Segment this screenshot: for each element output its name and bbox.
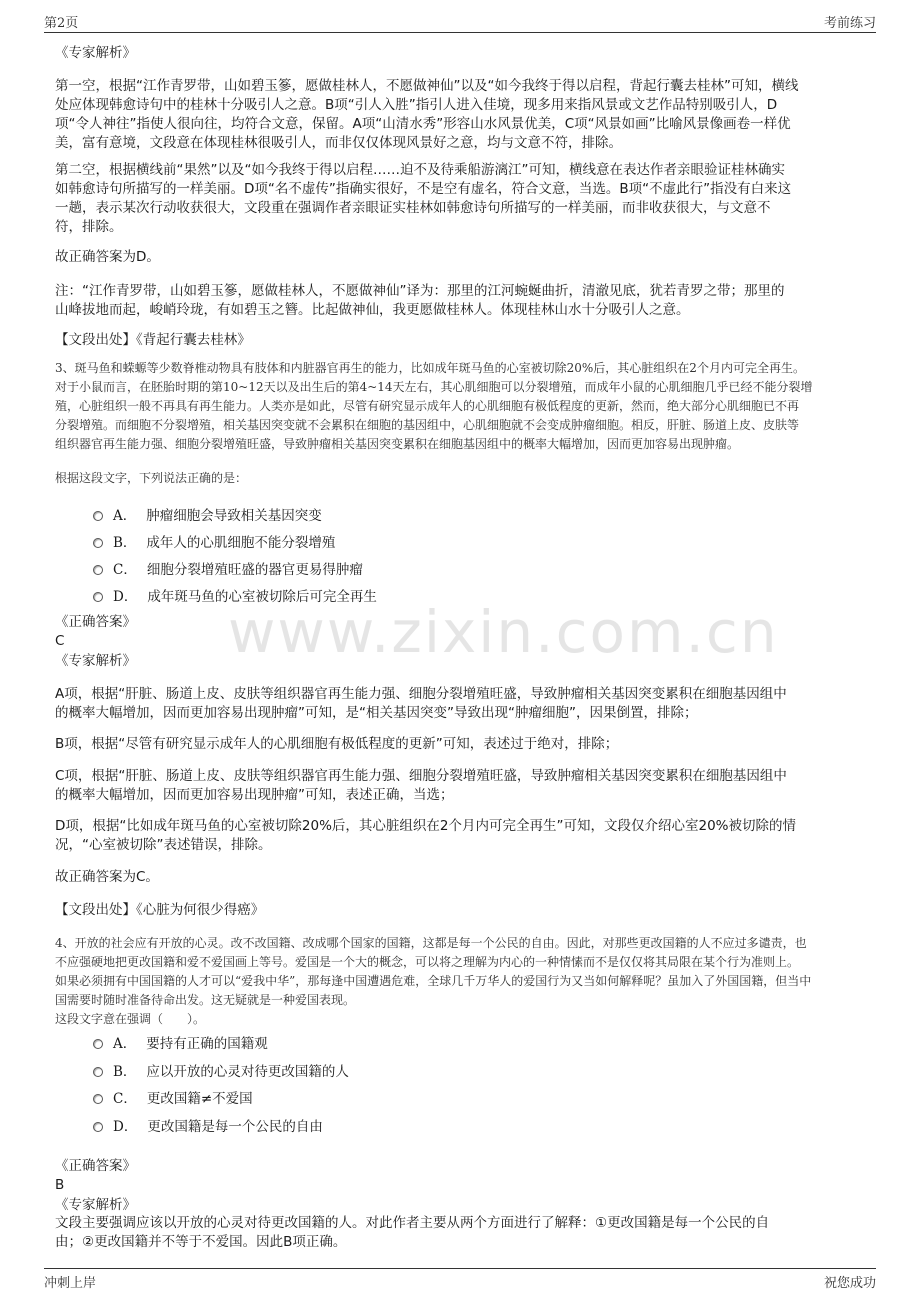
option-key: C． [113,562,137,578]
footer-rule [44,1268,876,1269]
q3-source: 【文段出处】《心脏为何很少得癌》 [55,902,265,918]
text-line: 美，富有意境，文段意在体现桂林很吸引人，而非仅仅体现风景好之意，均与文意不符，排除。 [55,135,622,151]
text-line: 组织器官再生能力强、细胞分裂增殖旺盛，导致肿瘤相关基因突变累积在细胞基因组中的概率大幅增加，因而更加容易出现肿瘤。 [55,437,740,451]
text-line: 符，排除。 [55,219,123,235]
text-line: 3、斑马鱼和蝾螈等少数脊椎动物具有肢体和内脏器官再生的能力，比如成年斑马鱼的心室被切除20%后，其心脏组织在2个月内可完全再生。 [55,361,805,375]
option-key: A． [113,1036,137,1052]
text-line: 国需要时随时准备待命出发。这无疑就是一种爱国表现。 [55,993,356,1007]
text-line: 4、开放的社会应有开放的心灵。改不改国籍、改成哪个国家的国籍，这都是每一个公民的自由。因此，对那些更改国籍的人不应过多谴责，也 [55,936,807,950]
text-line: 分裂增殖。而细胞不分裂增殖，相关基因突变就不会累积在细胞的基因组中，心肌细胞就不会变成肿瘤细胞。相反，肝脏、肠道上皮、皮肤等 [55,418,800,432]
radio-icon[interactable] [93,1067,103,1077]
radio-icon[interactable] [93,592,103,602]
q3-analysis-b: B项，根据“尽管有研究显示成年人的心肌细胞有极低程度的更新”可知，表述过于绝对，排除； [55,736,619,752]
text-line: 殖，心脏组织一般不再具有再生能力。人类亦是如此，尽管有研究显示成年人的心肌细胞有极低程度的更新，然而，绝大部分心肌细胞已不再 [55,399,800,413]
document-category: 考前练习 [823,16,876,31]
page-number: 第2页 [44,16,79,31]
text-line: 如果必须拥有中国国籍的人才可以“爱我中华”，那每逢中国遭遇危难，全球几千万华人的爱国行为又当如何解释呢？虽加入了外国国籍，但当中 [55,974,812,988]
q2-analysis-para-1 [55,77,867,153]
radio-icon[interactable] [93,565,103,575]
q3-analysis-label: 《专家解析》 [55,653,136,669]
q2-analysis-para-2 [55,161,867,237]
q2-analysis-label: 《专家解析》 [55,45,136,61]
q2-note [55,282,867,320]
footer-left-text: 冲刺上岸 [44,1276,97,1291]
q2-conclusion: 故正确答案为D。 [55,249,160,265]
text-line: 的概率大幅增加，因而更加容易出现肿瘤”可知，是“相关基因突变”导致出现“肿瘤细胞”，因果倒置，排除； [55,705,698,721]
option-key: D． [113,1119,138,1135]
q4-prompt: 这段文字意在强调（ ）。 [55,1012,206,1026]
text-line: 注：“江作青罗带，山如碧玉篸，愿做桂林人，不愿做神仙”译为：那里的江河蜿蜒曲折，清澈见底，犹若青罗之带；那里的 [55,283,785,299]
option-text: 成年斑马鱼的心室被切除后可完全再生 [147,589,377,605]
option-key: B． [113,1064,137,1080]
q4-answer: B [55,1177,65,1193]
q3-analysis-d [55,817,867,855]
radio-icon[interactable] [93,1039,103,1049]
watermark: www.zixin.com.cn [228,598,779,666]
q3-conclusion: 故正确答案为C。 [55,869,159,885]
q3-analysis-a [55,685,867,723]
text-line: C项，根据“肝脏、肠道上皮、皮肤等组织器官再生能力强、细胞分裂增殖旺盛，导致肿瘤相关基因突变累积在细胞基因组中 [55,768,787,784]
text-line: 一趟，表示某次行动收获很大，文段重在强调作者亲眼证实桂林如韩愈诗句所描写的一样美丽，而非收获很大，与文意不 [55,200,771,216]
text-line: 第二空，根据横线前“果然”以及“如今我终于得以启程……迫不及待乘船游漓江”可知，横线意在表达作者亲眼验证桂林确实 [55,162,785,178]
text-line: 项“令人神往”指使人很向往，均符合文意，保留。A项“山清水秀”形容山水风景优美，C项“风景如画”比喻风景像画卷一样优 [55,116,791,132]
radio-icon[interactable] [93,511,103,521]
option-key: C． [113,1091,137,1107]
text-line: 第一空，根据“江作青罗带，山如碧玉篸，愿做桂林人，不愿做神仙”以及“如今我终于得以启程，背起行囊去桂林”可知，横线 [55,78,799,94]
q3-answer: C [55,633,65,649]
option-key: B． [113,535,137,551]
option-text: 更改国籍≠不爱国 [146,1091,253,1107]
option-text: 细胞分裂增殖旺盛的器官更易得肿瘤 [146,562,363,578]
radio-icon[interactable] [93,1122,103,1132]
q3-option-a[interactable] [93,504,322,524]
q3-option-c[interactable] [93,558,363,578]
option-text: 更改国籍是每一个公民的自由 [147,1119,323,1135]
q4-analysis-label: 《专家解析》 [55,1197,136,1213]
text-line: D项，根据“比如成年斑马鱼的心室被切除20%后，其心脏组织在2个月内可完全再生”可知，文段仅介绍心室20%被切除的情 [55,818,796,834]
option-text: 成年人的心肌细胞不能分裂增殖 [146,535,336,551]
q4-option-b[interactable] [93,1060,349,1080]
option-text: 肿瘤细胞会导致相关基因突变 [146,508,322,524]
option-text: 应以开放的心灵对待更改国籍的人 [146,1064,349,1080]
q3-option-b[interactable] [93,531,335,551]
q3-answer-label: 《正确答案》 [55,614,136,630]
option-key: D． [113,589,138,605]
q4-analysis [55,1214,867,1252]
q4-stem [55,934,867,1010]
radio-icon[interactable] [93,538,103,548]
text-line: 山峰拔地而起，峻峭玲珑，有如碧玉之簪。比起做神仙，我更愿做桂林人。体现桂林山水十分吸引人之意。 [55,302,690,318]
radio-icon[interactable] [93,1094,103,1104]
text-line: 况，“心室被切除”表述错误，排除。 [55,837,272,853]
q4-answer-label: 《正确答案》 [55,1158,136,1174]
option-key: A． [113,508,137,524]
text-line: 的概率大幅增加，因而更加容易出现肿瘤”可知，表述正确，当选； [55,787,454,803]
footer-right-text: 祝您成功 [823,1276,876,1291]
q3-prompt: 根据这段文字，下列说法正确的是： [55,471,248,485]
text-line: A项，根据“肝脏、肠道上皮、皮肤等组织器官再生能力强、细胞分裂增殖旺盛，导致肿瘤相关基因突变累积在细胞基因组中 [55,686,787,702]
header-rule [44,32,876,33]
q4-option-a[interactable] [93,1032,268,1052]
text-line: 文段主要强调应该以开放的心灵对待更改国籍的人。对此作者主要从两个方面进行了解释：①更改国籍是每一个公民的自 [55,1215,770,1231]
text-line: 不应强硬地把更改国籍和爱不爱国画上等号。爱国是一个大的概念，可以将之理解为内心的一种情愫而不是仅仅将其局限在某个行为准则上。 [55,955,800,969]
q4-option-d[interactable] [93,1115,323,1135]
text-line: 如韩愈诗句所描写的一样美丽。D项“名不虚传”指确实很好，不是空有虚名，符合文意，当选。B项“不虚此行”指没有白来这 [55,181,792,197]
q3-stem [55,359,867,454]
q4-option-c[interactable] [93,1087,253,1107]
q2-source: 【文段出处】《背起行囊去桂林》 [55,332,251,348]
q3-analysis-c [55,767,867,805]
text-line: 对于小鼠而言，在胚胎时期的第10~12天以及出生后的第4~14天左右，其心肌细胞可以分裂增殖，而成年小鼠的心肌细胞几乎已经不能分裂增 [55,380,813,394]
text-line: 处应体现韩愈诗句中的桂林十分吸引人之意。B项“引人入胜”指引人进入佳境，现多用来指风景或文艺作品特别吸引人，D [55,97,778,113]
text-line: 由；②更改国籍并不等于不爱国。因此B项正确。 [55,1234,347,1250]
option-text: 要持有正确的国籍观 [146,1036,268,1052]
